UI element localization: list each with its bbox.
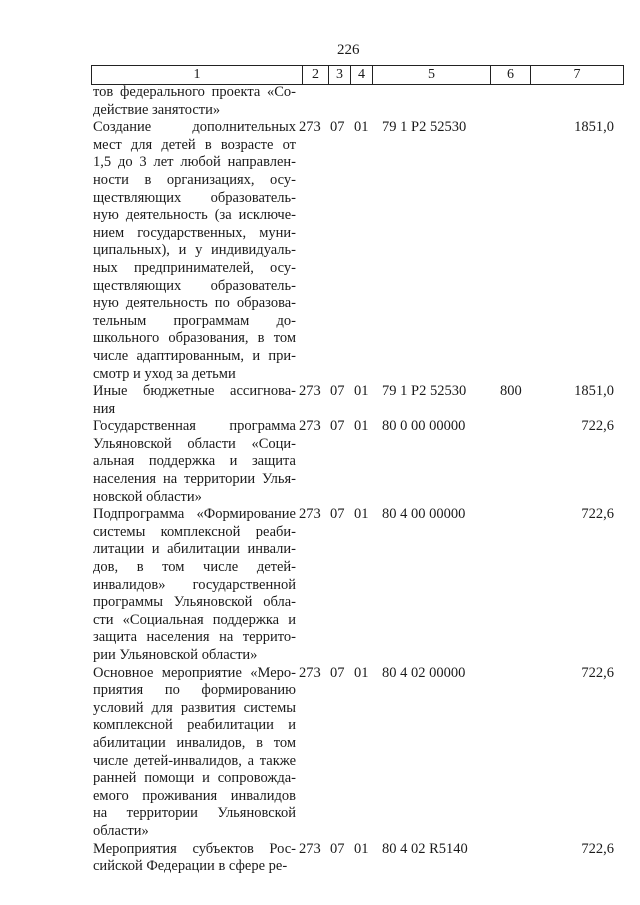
target-article-code-cell: 80 4 00 00000 (382, 506, 466, 523)
row-name-cell (93, 418, 296, 506)
section-code-cell: 07 (330, 418, 345, 435)
target-article-code-cell: 80 0 00 00000 (382, 418, 466, 435)
row-name-line: ную деятельность по образова- (93, 295, 296, 312)
section-code-cell: 07 (330, 119, 345, 136)
row-name-line: комплексной реабилитации и (93, 717, 296, 734)
row-name-line: ных предпринимателей, осу- (93, 259, 296, 276)
amount-cell: 722,6 (581, 506, 614, 523)
row-name-line: абилитации инвалидов, в том (93, 734, 296, 751)
row-name-line: рии Ульяновской области» (93, 647, 258, 663)
section-code-cell: 07 (330, 383, 345, 400)
row-name-line: области» (93, 822, 149, 839)
department-code-cell: 273 (299, 664, 321, 681)
row-name-line: мест для детей в возрасте от (93, 136, 296, 153)
row-name-line: числе адаптированным, и при- (93, 347, 296, 364)
table-row (93, 119, 623, 383)
row-name-line: ния (93, 400, 116, 417)
row-name-line: Ульяновской области «Соци- (93, 435, 296, 452)
row-name-line: системы комплексной реаби- (93, 523, 296, 540)
subsection-code-cell: 01 (354, 383, 369, 400)
row-name-cell (93, 506, 296, 664)
department-code-cell: 273 (299, 119, 321, 136)
row-name-line: числе детей-инвалидов, а также (93, 752, 296, 769)
table-row (93, 84, 623, 119)
row-name-line: альная поддержка и защита (93, 453, 296, 470)
column-header-7: 7 (531, 66, 624, 85)
subsection-code-cell: 01 (354, 840, 369, 857)
table-row (93, 506, 623, 664)
row-name-line: Государственная программа (93, 418, 296, 435)
department-code-cell: 273 (299, 383, 321, 400)
row-name-cell (93, 665, 296, 841)
subsection-code-cell: 01 (354, 418, 369, 435)
row-name-line: школьного образования, в том (93, 330, 296, 347)
target-article-code-cell: 79 1 P2 52530 (382, 383, 467, 400)
row-name-line: емого проживания инвалидов (93, 787, 296, 804)
row-name-line: тельным программам до- (93, 312, 296, 329)
row-name-line: Создание дополнительных (93, 119, 296, 136)
row-name-line: Подпрограмма «Формирование (93, 506, 296, 523)
department-code-cell: 273 (299, 840, 321, 857)
row-name-line: Основное мероприятие «Меро- (93, 664, 296, 681)
row-name-line: ную деятельность (за исключе- (93, 207, 296, 224)
row-name-line: литации и абилитации инвали- (93, 541, 296, 558)
page-number-text: 226 (337, 42, 360, 58)
budget-table-body (93, 84, 623, 876)
row-name-cell (93, 84, 296, 119)
column-header-4: 4 (351, 66, 373, 85)
table-row (93, 418, 623, 506)
row-name-line: приятия по формированию (93, 682, 296, 699)
expense-type-code-cell: 800 (500, 383, 522, 400)
column-header-1: 1 (92, 66, 303, 85)
row-name-line: 1,5 до 3 лет любой направлен- (93, 154, 296, 171)
row-name-line: сти «Социальная поддержка и (93, 611, 296, 628)
row-name-cell (93, 119, 296, 383)
row-name-line: тов федерального проекта «Со- (93, 84, 296, 100)
row-name-line: сийской Федерации в сфере ре- (93, 858, 288, 875)
column-header-2: 2 (303, 66, 329, 85)
target-article-code-cell: 80 4 02 00000 (382, 664, 466, 681)
row-name-line: ранней помощи и сопровожда- (93, 770, 296, 787)
row-name-line: Иные бюджетные ассигнова- (93, 383, 296, 400)
table-row (93, 665, 623, 841)
row-name-line: ности в организациях, осу- (93, 171, 296, 188)
row-name-line: новской области» (93, 488, 202, 505)
section-code-cell: 07 (330, 840, 345, 857)
row-name-line: на территории Ульяновской (93, 805, 296, 822)
table-row (93, 841, 623, 876)
row-name-line: дов, в том числе детей- (93, 559, 296, 576)
row-name-line: нием государственных, муни- (93, 224, 296, 241)
row-name-cell (93, 383, 296, 418)
amount-cell: 722,6 (581, 664, 614, 681)
department-code-cell: 273 (299, 418, 321, 435)
section-code-cell: 07 (330, 664, 345, 681)
target-article-code-cell: 80 4 02 R5140 (382, 840, 468, 857)
row-name-line: населения на территории Улья- (93, 471, 296, 488)
department-code-cell: 273 (299, 506, 321, 523)
row-name-line: ществляющих образователь- (93, 189, 296, 206)
column-header-3: 3 (329, 66, 351, 85)
row-name-line: защита населения на террито- (93, 629, 296, 646)
amount-cell: 722,6 (581, 418, 614, 435)
subsection-code-cell: 01 (354, 119, 369, 136)
row-name-line: ществляющих образователь- (93, 277, 296, 294)
row-name-line: программы Ульяновской обла- (93, 594, 296, 611)
row-name-line: ципальных), и у индивидуаль- (93, 242, 296, 259)
row-name-cell (93, 841, 296, 876)
row-name-line: инвалидов» государственной (93, 576, 296, 593)
subsection-code-cell: 01 (354, 664, 369, 681)
section-code-cell: 07 (330, 506, 345, 523)
row-name-line: Мероприятия субъектов Рос- (93, 840, 296, 857)
amount-cell: 1851,0 (574, 383, 614, 400)
amount-cell: 1851,0 (574, 119, 614, 136)
row-name-line: условий для развития системы (93, 699, 296, 716)
column-header-5: 5 (373, 66, 491, 85)
row-name-line: смотр и уход за детьми (93, 365, 236, 382)
subsection-code-cell: 01 (354, 506, 369, 523)
row-name-line: действие занятости» (93, 101, 221, 118)
target-article-code-cell: 79 1 P2 52530 (382, 119, 467, 136)
amount-cell: 722,6 (581, 840, 614, 857)
table-row (93, 383, 623, 418)
column-header-row (91, 65, 624, 85)
column-header-6: 6 (491, 66, 531, 85)
